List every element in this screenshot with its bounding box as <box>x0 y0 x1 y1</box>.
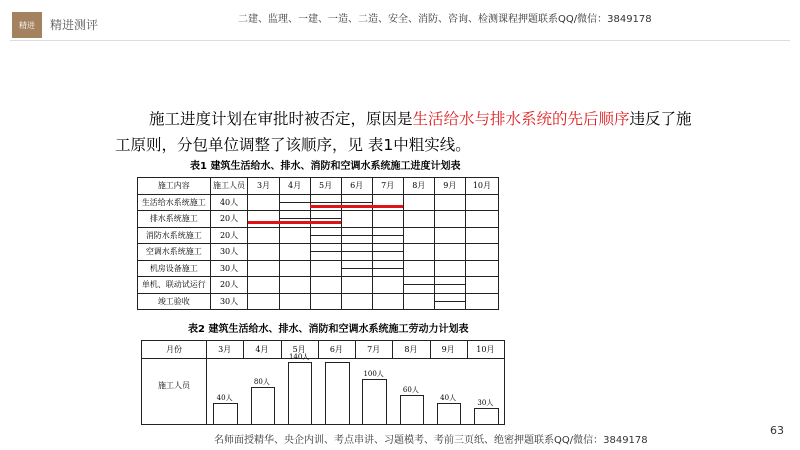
month-gridline <box>310 277 311 293</box>
gantt-bar-original <box>310 251 403 252</box>
schedule-header-cell: 5月 <box>310 178 341 195</box>
schedule-header-cell: 8月 <box>403 178 434 195</box>
labor-bar <box>437 403 461 424</box>
month-gridline <box>279 244 280 260</box>
month-gridline <box>279 294 280 310</box>
brand-name: 精进测评 <box>50 18 99 32</box>
task-name: 竣工验收 <box>138 293 211 310</box>
text-prefix: 施工进度计划在审批时被否定，原因是 <box>149 110 413 128</box>
gantt-cell <box>248 227 499 244</box>
month-gridline <box>403 261 404 277</box>
month-gridline <box>465 211 466 227</box>
chart-month-label: 7月 <box>367 345 381 354</box>
month-gridline <box>465 277 466 293</box>
month-gridline <box>465 244 466 260</box>
gantt-bar-adjusted <box>310 205 403 208</box>
labor-bar <box>251 387 275 424</box>
chart-month-divider <box>318 341 319 358</box>
month-gridline <box>310 294 311 310</box>
chart-row-label-people: 施工人员 <box>158 381 190 390</box>
schedule-header-cell: 施工人员 <box>210 178 248 195</box>
labor-bar <box>474 408 498 424</box>
month-gridline <box>372 195 373 211</box>
chart-month-label: 9月 <box>441 345 455 354</box>
schedule-row <box>138 194 499 211</box>
task-name: 单机、联动试运行 <box>138 277 211 294</box>
schedule-table <box>137 177 499 310</box>
task-people: 40人 <box>210 194 248 211</box>
month-gridline <box>403 211 404 227</box>
gantt-bar-original <box>434 301 465 302</box>
month-gridline <box>434 195 435 211</box>
schedule-header-cell: 3月 <box>248 178 279 195</box>
chart-month-divider <box>467 341 468 358</box>
gantt-bar-adjusted <box>248 221 341 224</box>
gantt-cell <box>248 244 499 261</box>
month-gridline <box>279 261 280 277</box>
month-gridline <box>372 211 373 227</box>
labor-bar <box>288 362 312 424</box>
labor-value-label: 30人 <box>477 398 494 407</box>
logo-text: 精进 <box>19 20 35 30</box>
text-line2: 工原则，分包单位调整了该顺序，见 表1中粗实线。 <box>115 136 471 154</box>
month-gridline <box>465 261 466 277</box>
task-people: 30人 <box>210 260 248 277</box>
chart-month-divider <box>430 341 431 358</box>
text-highlight: 生活给水与排水系统的先后顺序 <box>412 110 630 128</box>
labor-bar <box>325 362 349 424</box>
task-people: 20人 <box>210 277 248 294</box>
labor-bar <box>400 395 424 424</box>
schedule-header-cell: 9月 <box>434 178 465 195</box>
labor-value-label: 80人 <box>253 377 270 386</box>
table2-caption: 表2 建筑生活给水、排水、消防和空调水系统施工劳动力计划表 <box>188 324 469 335</box>
chart-month-label: 5月 <box>292 345 306 354</box>
chart-month-label: 10月 <box>476 345 495 354</box>
month-gridline <box>279 228 280 244</box>
month-gridline <box>403 195 404 211</box>
task-name: 机房设备施工 <box>138 260 211 277</box>
schedule-row <box>138 293 499 310</box>
gantt-cell <box>248 211 499 228</box>
footer-contact: 名师面授精华、央企内训、考点串讲、习题模考、考前三页纸、绝密押题联系QQ/微信：3849178 <box>214 435 648 446</box>
chart-month-divider <box>392 341 393 358</box>
labor-value-label: 60人 <box>402 386 419 395</box>
gantt-cell <box>248 194 499 211</box>
task-people: 20人 <box>210 211 248 228</box>
month-gridline <box>341 294 342 310</box>
chart-month-label: 8月 <box>404 345 418 354</box>
schedule-row <box>138 260 499 277</box>
month-gridline <box>465 195 466 211</box>
gantt-cell <box>248 277 499 294</box>
chart-month-label: 6月 <box>329 345 343 354</box>
chart-header-divider <box>142 358 504 359</box>
task-people: 20人 <box>210 227 248 244</box>
table1-caption: 表1 建筑生活给水、排水、消防和空调水系统施工进度计划表 <box>190 161 461 172</box>
labor-value-label: 40人 <box>216 394 233 403</box>
gantt-bar-original <box>279 202 372 203</box>
labor-bar <box>213 403 237 424</box>
month-gridline <box>434 261 435 277</box>
gantt-bar-original <box>279 218 341 219</box>
labor-value-label: 140人 <box>288 353 310 362</box>
month-gridline <box>341 277 342 293</box>
task-people: 30人 <box>210 293 248 310</box>
month-gridline <box>310 261 311 277</box>
labor-value-label: 40人 <box>440 394 457 403</box>
text-suffix: 违反了施 <box>629 110 692 128</box>
schedule-row <box>138 227 499 244</box>
labor-value-label: 100人 <box>363 369 384 378</box>
month-gridline <box>434 228 435 244</box>
schedule-row <box>138 244 499 261</box>
month-gridline <box>279 277 280 293</box>
month-gridline <box>403 228 404 244</box>
chart-month-label: 3月 <box>218 345 232 354</box>
schedule-row <box>138 211 499 228</box>
schedule-header-row <box>138 178 499 195</box>
month-gridline <box>465 228 466 244</box>
schedule-header-cell: 10月 <box>465 178 498 195</box>
month-gridline <box>372 294 373 310</box>
task-name: 排水系统施工 <box>138 211 211 228</box>
labor-chart <box>141 340 505 425</box>
month-gridline <box>341 211 342 227</box>
chart-month-divider <box>243 341 244 358</box>
header-contact: 二建、监理、一建、一造、二造、安全、消防、咨询、检测课程押题联系QQ/微信：3849178 <box>238 14 652 25</box>
chart-month-label: 4月 <box>255 345 269 354</box>
gantt-bar-original <box>403 284 465 285</box>
chart-month-divider <box>281 341 282 358</box>
gantt-bar-original <box>310 235 403 236</box>
chart-month-divider <box>355 341 356 358</box>
month-gridline <box>434 211 435 227</box>
gantt-bar-original <box>341 268 403 269</box>
page-number: 63 <box>770 424 784 437</box>
chart-row-label-month: 月份 <box>166 345 182 354</box>
question-text <box>115 106 692 158</box>
month-gridline <box>403 294 404 310</box>
month-gridline <box>372 277 373 293</box>
task-people: 30人 <box>210 244 248 261</box>
header-divider <box>10 40 790 41</box>
schedule-header-cell: 4月 <box>279 178 310 195</box>
schedule-row <box>138 277 499 294</box>
labor-bar <box>362 379 386 424</box>
gantt-cell <box>248 260 499 277</box>
gantt-cell <box>248 293 499 310</box>
task-name: 消防水系统施工 <box>138 227 211 244</box>
month-gridline <box>434 244 435 260</box>
schedule-header-cell: 施工内容 <box>138 178 211 195</box>
schedule-header-cell: 6月 <box>341 178 372 195</box>
task-name: 空调水系统施工 <box>138 244 211 261</box>
month-gridline <box>403 244 404 260</box>
task-name: 生活给水系统施工 <box>138 194 211 211</box>
month-gridline <box>465 294 466 310</box>
brand-logo <box>12 12 42 38</box>
schedule-header-cell: 7月 <box>372 178 403 195</box>
